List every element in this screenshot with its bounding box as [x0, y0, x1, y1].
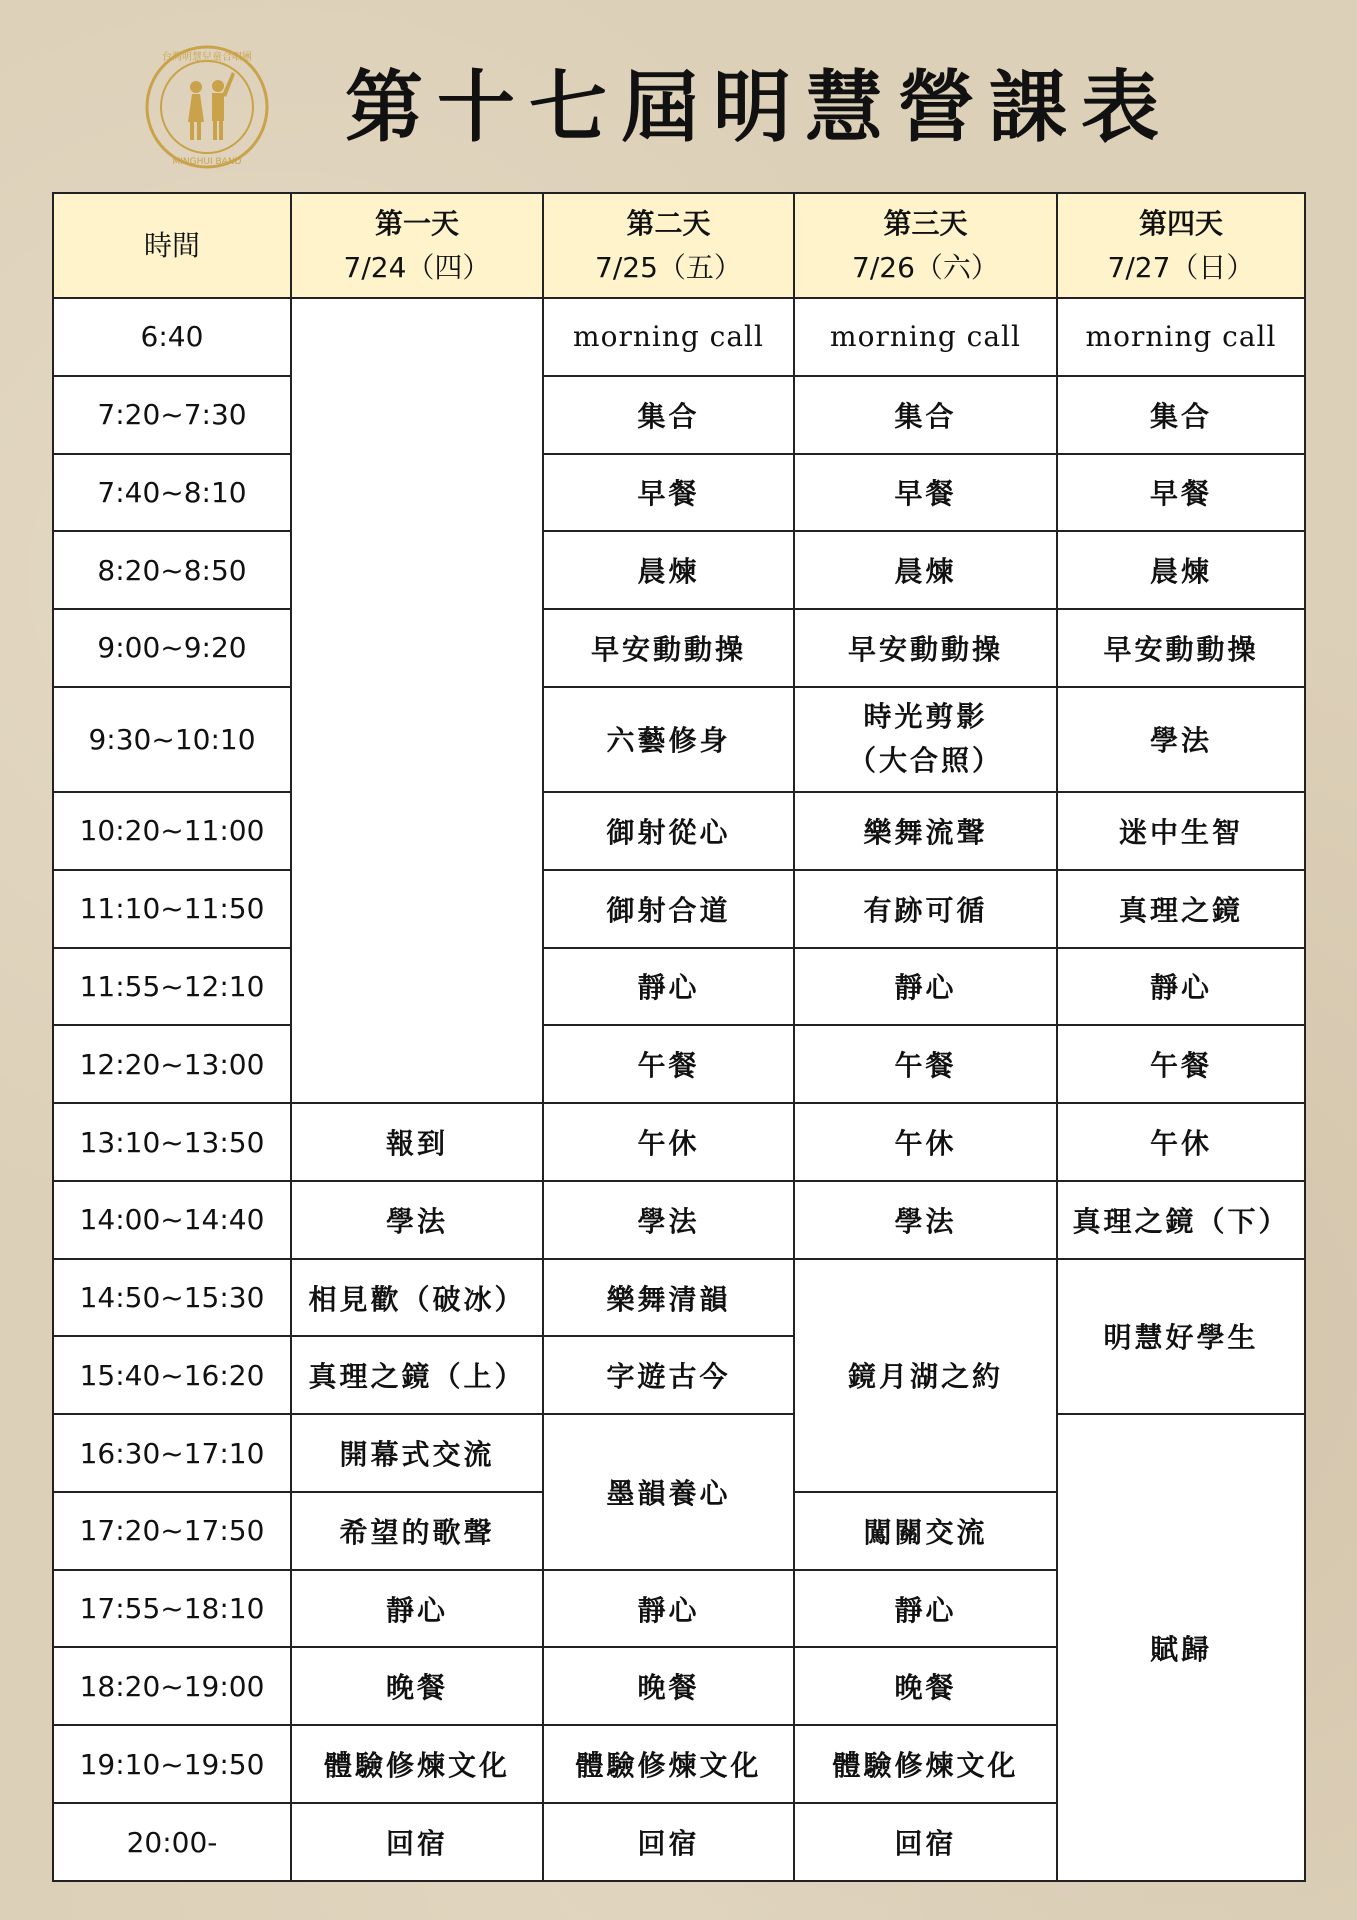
activity-cell: 體驗修煉文化: [291, 1725, 543, 1803]
time-cell: 20:00-: [53, 1803, 291, 1881]
activity-cell: 學法: [1057, 687, 1305, 792]
activity-line: （大合照）: [847, 744, 1003, 778]
activity-cell: 早餐: [543, 454, 794, 532]
activity-cell: 賦歸: [1057, 1414, 1305, 1881]
table-row: [53, 376, 1305, 454]
time-cell: 17:20~17:50: [53, 1492, 291, 1570]
day-header: [543, 193, 794, 298]
time-header: 時間: [53, 193, 291, 298]
activity-cell: 六藝修身: [543, 687, 794, 792]
activity-cell: 樂舞清韻: [543, 1259, 794, 1337]
table-row: [53, 948, 1305, 1026]
activity-cell: 早安動動操: [543, 609, 794, 687]
activity-cell: 報到: [291, 1103, 543, 1181]
time-cell: 9:30~10:10: [53, 687, 291, 792]
day-label: 第一天: [374, 206, 459, 240]
activity-cell: [794, 687, 1057, 792]
time-cell: 9:00~9:20: [53, 609, 291, 687]
table-row: [53, 792, 1305, 870]
time-cell: 17:55~18:10: [53, 1570, 291, 1648]
activity-cell: 真理之鏡（上）: [291, 1336, 543, 1414]
day-header: [1057, 193, 1305, 298]
table-row: [53, 687, 1305, 792]
activity-cell: 迷中生智: [1057, 792, 1305, 870]
logo-text: 台灣明慧兒童合唱團: [162, 52, 252, 63]
header-row: [53, 193, 1305, 298]
day-label: 第三天: [883, 206, 968, 240]
day-date: 7/26（六）: [852, 250, 999, 284]
time-cell: 6:40: [53, 298, 291, 376]
time-cell: 14:00~14:40: [53, 1181, 291, 1259]
activity-cell: 晚餐: [794, 1647, 1057, 1725]
table-row: [53, 454, 1305, 532]
activity-cell: 早安動動操: [794, 609, 1057, 687]
activity-cell: 午休: [794, 1103, 1057, 1181]
activity-cell: 學法: [794, 1181, 1057, 1259]
time-cell: 11:10~11:50: [53, 870, 291, 948]
table-row: [53, 1025, 1305, 1103]
table-row: [53, 1181, 1305, 1259]
activity-cell: 御射從心: [543, 792, 794, 870]
day-date: 7/27（日）: [1107, 250, 1255, 284]
time-cell: 10:20~11:00: [53, 792, 291, 870]
activity-cell: 明慧好學生: [1057, 1259, 1305, 1415]
time-cell: 16:30~17:10: [53, 1414, 291, 1492]
activity-cell: 學法: [291, 1181, 543, 1259]
activity-cell: 學法: [543, 1181, 794, 1259]
table-row: [53, 531, 1305, 609]
activity-cell: 午餐: [794, 1025, 1057, 1103]
schedule-table: [52, 192, 1306, 1882]
table-row: [53, 298, 1305, 376]
activity-cell: 早安動動操: [1057, 609, 1305, 687]
time-cell: 18:20~19:00: [53, 1647, 291, 1725]
day-date: 7/25（五）: [595, 250, 742, 284]
day-header: [794, 193, 1057, 298]
activity-cell: 回宿: [543, 1803, 794, 1881]
table-row: [53, 870, 1305, 948]
activity-cell: 墨韻養心: [543, 1414, 794, 1570]
activity-cell: 靜心: [291, 1570, 543, 1648]
activity-cell: 真理之鏡（下）: [1057, 1181, 1305, 1259]
activity-cell: 鏡月湖之約: [794, 1259, 1057, 1492]
time-cell: 7:40~8:10: [53, 454, 291, 532]
activity-cell: 希望的歌聲: [291, 1492, 543, 1570]
time-cell: 8:20~8:50: [53, 531, 291, 609]
table-row: [53, 609, 1305, 687]
day-header: [291, 193, 543, 298]
activity-cell: 靜心: [794, 1570, 1057, 1648]
day-label: 第二天: [626, 206, 711, 240]
activity-cell: 御射合道: [543, 870, 794, 948]
activity-cell: 集合: [1057, 376, 1305, 454]
time-cell: 13:10~13:50: [53, 1103, 291, 1181]
activity-cell: morning call: [1057, 298, 1305, 376]
time-cell: 15:40~16:20: [53, 1336, 291, 1414]
activity-cell: 午休: [543, 1103, 794, 1181]
activity-cell: 晨煉: [1057, 531, 1305, 609]
activity-cell: 靜心: [543, 948, 794, 1026]
logo-subtext: MINGHUI BAND: [172, 157, 242, 167]
activity-cell: 早餐: [794, 454, 1057, 532]
activity-cell: 早餐: [1057, 454, 1305, 532]
activity-cell: 靜心: [1057, 948, 1305, 1026]
page-title: 第十七屆明慧營課表: [345, 63, 1174, 153]
activity-cell: 相見歡（破冰）: [291, 1259, 543, 1337]
activity-cell: 集合: [543, 376, 794, 454]
activity-cell: 開幕式交流: [291, 1414, 543, 1492]
time-cell: 7:20~7:30: [53, 376, 291, 454]
activity-cell: 真理之鏡: [1057, 870, 1305, 948]
table-row: [53, 1259, 1305, 1337]
activity-cell: 集合: [794, 376, 1057, 454]
activity-cell: morning call: [543, 298, 794, 376]
activity-cell: 午餐: [1057, 1025, 1305, 1103]
activity-cell: 晚餐: [543, 1647, 794, 1725]
time-cell: 11:55~12:10: [53, 948, 291, 1026]
activity-cell: 字遊古今: [543, 1336, 794, 1414]
activity-cell: 晨煉: [543, 531, 794, 609]
table-row: [53, 1103, 1305, 1181]
activity-cell: 樂舞流聲: [794, 792, 1057, 870]
activity-cell: 午餐: [543, 1025, 794, 1103]
time-cell: 19:10~19:50: [53, 1725, 291, 1803]
activity-line: 時光剪影: [863, 700, 988, 734]
activity-cell: 體驗修煉文化: [543, 1725, 794, 1803]
day-date: 7/24（四）: [343, 250, 491, 284]
camp-logo: [140, 40, 274, 174]
activity-cell: morning call: [794, 298, 1057, 376]
activity-cell: 體驗修煉文化: [794, 1725, 1057, 1803]
empty-cell: [291, 298, 543, 1103]
activity-cell: 晨煉: [794, 531, 1057, 609]
activity-cell: 闖關交流: [794, 1492, 1057, 1570]
activity-cell: 靜心: [794, 948, 1057, 1026]
time-cell: 14:50~15:30: [53, 1259, 291, 1337]
activity-cell: 有跡可循: [794, 870, 1057, 948]
activity-cell: 回宿: [291, 1803, 543, 1881]
day-label: 第四天: [1138, 206, 1223, 240]
activity-cell: 晚餐: [291, 1647, 543, 1725]
activity-cell: 回宿: [794, 1803, 1057, 1881]
time-cell: 12:20~13:00: [53, 1025, 291, 1103]
table-row: [53, 1414, 1305, 1492]
activity-cell: 靜心: [543, 1570, 794, 1648]
activity-cell: 午休: [1057, 1103, 1305, 1181]
